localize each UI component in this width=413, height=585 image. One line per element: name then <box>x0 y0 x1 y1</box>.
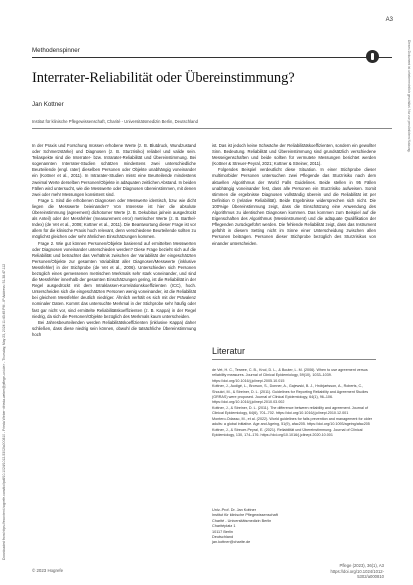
copyright-footer: © 2023 Hogrefe <box>32 568 64 573</box>
contact-email[interactable]: jan.kottner@charite.de <box>212 540 251 545</box>
body-column-right <box>212 143 376 247</box>
article-title: Interrater-Reliabilität oder Übereinstimmung? <box>32 70 295 86</box>
reference-item[interactable]: Kottner, J., Audigé, L., Brorson, S., Donner, A., Gajewski, B. J., Hróbjartsson, A., Roberts, C., Shoukri, M., & Streiner, D. L. (2011). Guidelines for Reporting Reliability and Agreement Studies (GRRAS) were proposed. Journal of Clinical Epidemiology, 64(1), 96–106. https://doi.org/10.1016/j.jclinepi.2010.03.002 <box>212 384 369 405</box>
contact-line: Deutschland <box>212 535 234 540</box>
download-watermark-strip: Downloaded from https://econtent.hogrefe.com/doi/pdf/10.1024/1012-5302/a000810 - Frieda Weber <frieda.weber@pflege-uni.de> - Thursday, May 23, 2024 11:43:45 PM - IP Address: 51.38.47.112 <box>2 263 6 560</box>
author-contact <box>212 508 376 546</box>
paragraph: Frage 2. Wie gut können Personen/Objekte basierend auf ermittelten Messwerten oder Diagnosen voneinander unterschieden werden? Diese Frage bezieht sich auf die Reliabilität und betrachtet das Verhältnis zwischen der Variabilität der eingeschätzten Personen/Objekte zur gesamten Variabilität aller Diagnosen/Messwerte (inklusive Messfehler) in der Stichprobe (de Vet et al., 2006). Unterschieden sich Personen bezüglich eines gemessenen metrischen Merkmals sehr stark voneinander, und sind die Messfehler innerhalb der gesamten Einschätzungen gering, ist die Reliabilität in der Regel ausgedrückt mit dem Intraklassen-Korrelationskoeffizienten (ICC), hoch. Unterscheiden sich die eingeschätzten Personen wenig voneinander, ist die Reliabilität bei gleichem Messfehler deutlich niedriger. Ähnlich verhält es sich mit der Prävalenz nominaler Daten. Kommt das untersuchte Merkmal in der Stichprobe sehr häufig oder fast gar nicht vor, sind ermittelte Reliabilitätskoeffizienten (z. B. Kappa) in der Regel niedrig, da sich die Personen/Objekte bezüglich des Merkmals kaum unterscheiden. <box>32 240 196 319</box>
contact-line: Charité - Universitätsmedizin Berlin <box>212 518 272 523</box>
contact-line: Charitéplatz 1 <box>212 524 236 529</box>
paragraph: Folgendes Beispiel verdeutlicht diese Situation. In einer Stichprobe dieser multimorbider Personen untersuchen zwei Pflegende das Sturzrisiko nach dem aktuellen Algorithmus der World Falls Guidelines. Beide stellen in 95 Fällen unabhängig voneinander fest, dass alle Personen ein Sturzrisiko aufweisen. Somit stimmen die ergebnisse Diagnosen vollständig überein und die Reliabilität ist per Definition 0 (relative Reliabilität). Beide Ergebnisse widersprechen sich nicht. Die 100%ige Übereinstimmung zeigt, dass die Einschätzung eine Anwendung des Algorithmus zu identischen Diagnosen kommen. Das kommen zum Beispiel auf die Eigenschaften des Algorithmus (Messinstrument) und die adäquate Qualifikation der Pflegenden zurückgeführt werden. Die fehlende Reliabilität zeigt, dass das Instrument gefühlt in diesem Setting nicht im Sinne einer Unterscheidung zwischen allen Personen beitragen. Personen dieser Stichprobe bezüglich des Sturzrisikos von einander unterscheiden. <box>212 167 376 246</box>
citation-footer: Pflege (2023), 36(1), A3 https://doi.org/10.1024/1012-5302/a000810 <box>330 563 384 579</box>
paragraph: ist. Das ist jedoch keine Schwäche der Reliabilitätskoeffizienten, sondern ein gewollter Sinn. Bedeutung. Reliabilität und Übereinstimmung sind grundsätzlich verschiedene Messeigenschaften und beide sollten für vermutete Messungen berichtet werden (Kottner & Streuer-Peyral, 2021; Kottner & Streiner, 2011). <box>212 143 376 167</box>
paragraph: Bei Jahresbeurteilenden werden Reliabilitätskoeffizienten (inklusive Kappa) daher schließen, dass diese niedrig sein können, obwohl die tatsächliche Übereinstimmung hoch <box>32 319 196 337</box>
literature-heading: Literatur <box>212 346 376 360</box>
copyright-strip: Dieses Dokument ist urheberrechtlich geschützt. Nur zur persönlichen Nutzung. <box>407 40 411 153</box>
section-label: Methodenspinner <box>32 47 392 58</box>
contact-name: Univ.-Prof. Dr. Jan Kottner <box>212 508 257 512</box>
article-author: Jan Kottner <box>32 101 64 108</box>
page-number: A3 <box>385 17 393 23</box>
body-column-left <box>32 143 196 338</box>
reference-list <box>212 368 376 439</box>
author-affiliation: Institut für klinische Pflegewissenschaft, Charité - Universitätsmedizin Berlin, Deutschland <box>32 119 392 129</box>
reference-item[interactable]: Kottner, J., & Streiner, D. L. (2011). The difference between reliability and agreement. Journal of Clinical Epidemiology, 64(6), 701–702. https://doi.org/10.1016/j.jclinepi.2010.12.001 <box>212 405 368 416</box>
reference-item[interactable]: Montero-Odasso, M., et al. (2022). World guidelines for falls prevention and management for older adults: a global initiative. Age and Ageing, 51(9), afac205. https://doi.org/10.1093/ageing/afac205 <box>212 416 373 427</box>
reference-item[interactable]: Kottner, J., & Streuer-Peyral, E. (2021). Reliabilität und Übereinstimmung. Journal of Clinical Epidemiology, 130, 174–176. https://doi.org/10.1016/j.jclinepi.2020.10.001 <box>212 427 363 438</box>
reference-item[interactable]: de Vet, H. C., Terwee, C. B., Knol, D. L., & Bouter, L. M. (2006). When to use agreement versus reliability measures. Journal of Clinical Epidemiology, 59(10), 1033–1039. https://doi.org/10.1016/j.jclinepi.2005.10.015 <box>212 368 368 383</box>
paragraph: In der Praxis und Forschung müssen erhobene Werte (z. B. Blutdruck, Wundzustand oder Schmerzstärke) und Diagnosen (z. B. Sturzrisiko) reliabel und valide sein. Teilaspekte sind die Interrater- bzw. Intrarater-Reliabilität und Übereinstimmung. Bei sogenannten Interrater-Studien schätzen mindestens zwei unterschiedliche Beurteilende (engl. rater) dieselben Personen oder Objekte unabhängig voneinander ein (Kottner et al., 2011). In Intrarater-Studien misst eine Beurteilende mindestens zweimal Werte derselben Personen/Objekte in adäquaten zeitlichen Abstand. In beiden Fällen wird untersucht, wie die Messwerte oder Diagnosen übereinstimmen, mit denen zwei oder mehr Messungen konsistent sind. <box>32 143 196 197</box>
contact-line: Institut für klinische Pflegewissenschaft <box>212 513 278 518</box>
paragraph: Frage 1. Sind die erhobenen Diagnosen oder Messwerte identisch, bzw. wie dicht liegen die Messwerte beieinander? Von Interesse ist hier die absolute Übereinstimmung (agreement) dichotomer Werte (z. B. Dekubitus ja/nein ausgedrückt als Anteil) oder der Messfehler (measurement error) metrischer Werte (z. B. Barthel-Index) (de Vet et al., 2006; Kottner et al., 2011). Die Beantwortung dieser Frage ist vor allem für die klinische Praxis hoch relevant, denn verschiedene Beurteilende sollten zu möglichst gleichen oder sehr ähnlichen Einschätzungen kommen. <box>32 197 196 240</box>
open-access-icon <box>366 50 379 63</box>
contact-line: 10117 Berlin <box>212 529 234 534</box>
